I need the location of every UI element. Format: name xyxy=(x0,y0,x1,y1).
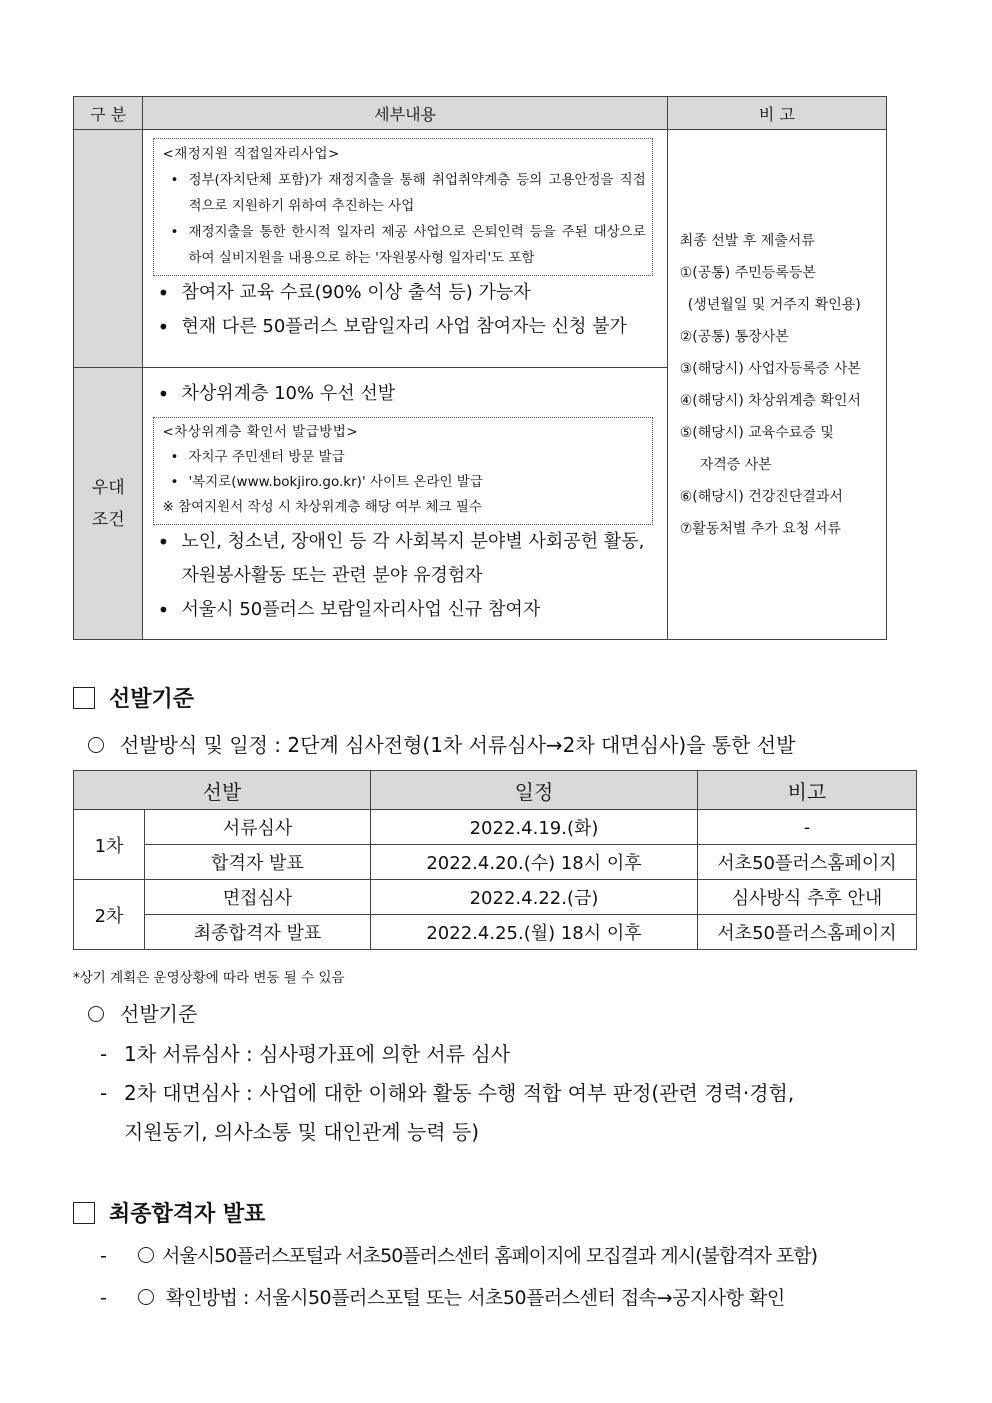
preference-bullets xyxy=(143,525,666,627)
header-remarks: 비고 xyxy=(698,771,917,810)
note-line: ③(해당시) 사업자등록증 사본 xyxy=(679,360,861,377)
condition-detail-cell xyxy=(143,130,667,368)
note-line: ⑦활동처별 추가 요청 서류 xyxy=(679,520,841,537)
note-line: ⑤(해당시) 교육수료증 및 xyxy=(679,424,834,441)
date-cell: 2022.4.20.(수) 18시 이후 xyxy=(371,845,698,880)
preference-label-line2: 조건 xyxy=(91,509,125,530)
list-item: • 정부(자치단체 포함)가 재정지출을 통해 취업취약계층 등의 고용안정을 직접적으로 지원하기 위하여 추진하는 사업 xyxy=(162,167,645,219)
eligibility-table xyxy=(73,96,887,640)
criteria-item-2 xyxy=(100,1077,930,1106)
section-title: 최종합격자 발표 xyxy=(109,1202,266,1227)
certificate-note: ※ 참여지원서 작성 시 차상위계층 해당 여부 체크 필수 xyxy=(162,499,482,515)
condition-bullets xyxy=(143,276,666,344)
criteria-text: 지원동기, 의사소통 및 대인관계 능력 등) xyxy=(124,1120,480,1144)
note-line: ⑥(해당시) 건강진단결과서 xyxy=(679,488,843,505)
final-text: 서울시50플러스포털과 서초50플러스센터 홈페이지에 모집결과 게시(불합격자 포함) xyxy=(162,1245,818,1267)
note-line: 최종 선발 후 제출서류 xyxy=(679,232,815,249)
preference-label-line1: 우대 xyxy=(91,477,125,498)
condition-category-cell xyxy=(74,130,143,368)
list-item: • 현재 다른 50플러스 보람일자리 사업 참여자는 신청 불가 xyxy=(143,310,658,344)
checkbox-square-icon xyxy=(73,1202,95,1224)
header-schedule: 일정 xyxy=(371,771,698,810)
note-line: ①(공통) 주민등록등본 xyxy=(679,264,816,281)
item-cell: 서류심사 xyxy=(145,810,371,845)
criteria-text: 2차 대면심사 : 사업에 대한 이해와 활동 수행 적합 여부 판정(관련 경력·경험, xyxy=(124,1081,795,1105)
criteria-item-1 xyxy=(100,1038,510,1067)
note-cell: 심사방식 추후 안내 xyxy=(698,880,917,915)
header-selection: 선발 xyxy=(74,771,371,810)
note-cell: 서초50플러스홈페이지 xyxy=(698,915,917,950)
preference-first-bullet xyxy=(143,377,666,411)
dash-icon: - xyxy=(100,1287,107,1309)
note-cell: - xyxy=(698,810,917,845)
stage-cell: 1차 xyxy=(74,810,145,880)
table-header-row xyxy=(74,771,917,810)
list-item: • 재정지출을 통한 한시적 일자리 제공 사업으로 은퇴인력 등을 주된 대상으로 하여 실비지원을 내용으로 하는 '자원봉사형 일자리'도 포함 xyxy=(162,219,645,271)
finance-support-box xyxy=(153,138,652,276)
list-item: • 서울시 50플러스 보람일자리사업 신규 참여자 xyxy=(143,593,658,627)
criteria-heading xyxy=(88,998,197,1027)
dash-icon: - xyxy=(100,1245,106,1267)
circle-bullet-icon xyxy=(138,1289,154,1305)
item-cell: 면접심사 xyxy=(145,880,371,915)
table-row-conditions xyxy=(74,130,887,368)
header-details: 세부내용 xyxy=(143,97,667,130)
table-row xyxy=(74,880,917,915)
table-row xyxy=(74,915,917,950)
list-item: • 노인, 청소년, 장애인 등 각 사회복지 분야별 사회공헌 활동, 자원봉사활동 또는 관련 분야 유경험자 xyxy=(143,525,658,593)
dash-icon: - xyxy=(100,1081,108,1105)
date-cell: 2022.4.22.(금) xyxy=(371,880,698,915)
list-item: • '복지로(www.bokjiro.go.kr)' 사이트 온라인 발급 xyxy=(162,470,645,495)
certificate-box xyxy=(153,417,652,525)
schedule-footnote: *상기 계획은 운영상황에 따라 변동 될 수 있음 xyxy=(73,970,345,986)
section-selection-heading xyxy=(73,682,194,713)
schedule-table xyxy=(73,770,917,950)
final-item-1 xyxy=(100,1241,817,1268)
certificate-box-title: <차상위계층 확인서 발급방법> xyxy=(162,424,359,440)
finance-box-title: <재정지원 직접일자리사업> xyxy=(162,146,340,162)
section-final-heading xyxy=(73,1197,265,1228)
table-row xyxy=(74,845,917,880)
table-row xyxy=(74,810,917,845)
date-cell: 2022.4.25.(월) 18시 이후 xyxy=(371,915,698,950)
notes-cell xyxy=(667,130,886,640)
criteria-text: 1차 서류심사 : 심사평가표에 의한 서류 심사 xyxy=(124,1042,511,1066)
circle-bullet-icon xyxy=(88,737,104,753)
circle-bullet-icon xyxy=(138,1247,154,1263)
list-item: • 자치구 주민센터 방문 발급 xyxy=(162,445,645,470)
note-cell: 서초50플러스홈페이지 xyxy=(698,845,917,880)
final-text: 확인방법 : 서울시50플러스포털 또는 서초50플러스센터 접속→공지사항 확인 xyxy=(166,1287,785,1309)
date-cell: 2022.4.19.(화) xyxy=(371,810,698,845)
note-line: (생년월일 및 거주지 확인용) xyxy=(687,296,861,313)
note-line: ②(공통) 통장사본 xyxy=(679,328,789,345)
preference-detail-cell xyxy=(143,368,667,640)
selection-method-line xyxy=(88,729,795,758)
note-line: ④(해당시) 차상위계층 확인서 xyxy=(679,392,861,409)
criteria-item-2-continued xyxy=(124,1116,479,1145)
final-item-2 xyxy=(100,1283,785,1310)
stage-cell: 2차 xyxy=(74,880,145,950)
checkbox-square-icon xyxy=(73,687,95,709)
table-header-row xyxy=(74,97,887,130)
dash-icon: - xyxy=(100,1042,108,1066)
preference-category-cell xyxy=(74,368,143,640)
header-notes: 비 고 xyxy=(667,97,886,130)
criteria-title: 선발기준 xyxy=(120,1002,198,1026)
item-cell: 합격자 발표 xyxy=(145,845,371,880)
section-title: 선발기준 xyxy=(109,687,195,712)
method-text: 선발방식 및 일정 : 2단계 심사전형(1차 서류심사→2차 대면심사)을 통한 선발 xyxy=(120,733,796,757)
header-category: 구 분 xyxy=(74,97,143,130)
item-cell: 최종합격자 발표 xyxy=(145,915,371,950)
list-item: • 참여자 교육 수료(90% 이상 출석 등) 가능자 xyxy=(143,276,658,310)
note-line: 자격증 사본 xyxy=(699,456,772,473)
list-item: • 차상위계층 10% 우선 선발 xyxy=(143,377,658,411)
circle-bullet-icon xyxy=(88,1006,104,1022)
